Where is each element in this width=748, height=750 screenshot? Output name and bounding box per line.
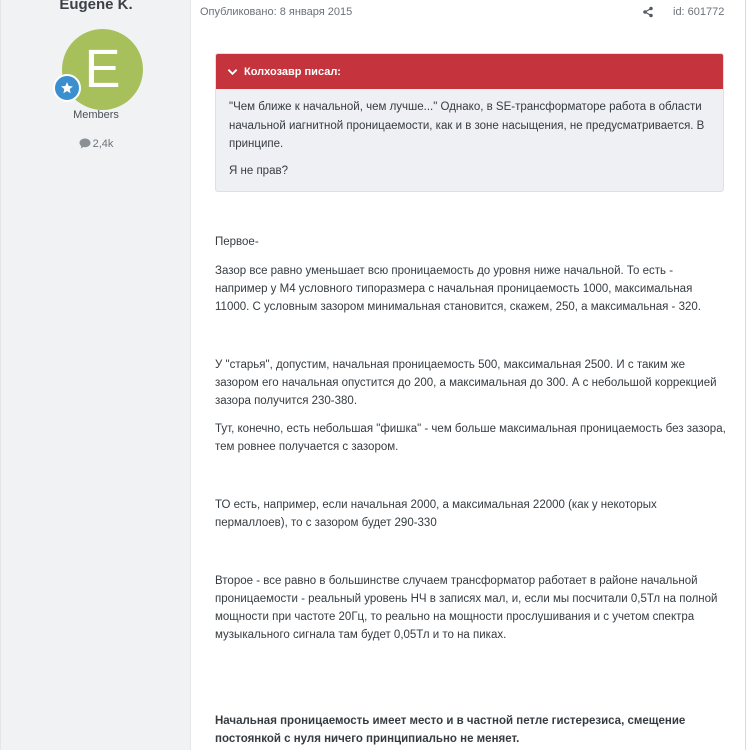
author-group: Members	[73, 109, 119, 121]
chevron-down-icon	[227, 68, 238, 76]
post-id: id: 601772	[673, 6, 725, 18]
quote-paragraph: Я не прав?	[229, 164, 288, 177]
content-paragraph: Первое-	[215, 236, 259, 248]
content-paragraph: ТО есть, например, если начальная 2000, а максимальная 22000 (как у некоторых пермаллоев), то с зазором будет 290-330	[215, 499, 657, 529]
content-paragraph: У "старья", допустим, начальная проницаемость 500, максимальная 2500. И с таким же зазором его начальная опустится до 200, а максимальная до 300. А с небольшой коррекцией зазора получится 230-380.	[215, 359, 717, 407]
content-paragraph: Второе - все равно в большинстве случаем трансформатор работает в районе начальной проницаемости - реальный уровень НЧ в записях мал, и, если мы посчитали 0,5Тл на полной мощности при частоте 20Гц, то реально на мощности прослушивания и с учетом спектра музыкального сигнала там будет 0,05Тл и то на пиках.	[215, 575, 718, 641]
reputation	[1, 138, 191, 150]
content-paragraph: Зазор все равно уменьшает всю проницаемость до уровня ниже начальной. То есть - например у М4 условного типоразмера с начальная проницаемость 1000, максимальная 11000. С условным зазором минимальная становится, скажем, 250, а максимальная - 320.	[215, 265, 701, 313]
avatar[interactable]: E	[62, 29, 143, 110]
reputation-count: 2,4k	[92, 138, 114, 150]
quote-paragraph: "Чем ближе к начальной, чем лучше..." Однако, в SE-трансформаторе работа в области начальной иагнитной проницаемости, как и в зоне насыщения, не предусматривается. В принципе.	[229, 101, 705, 150]
published-date[interactable]: Опубликовано: 8 января 2015	[200, 6, 353, 18]
author-panel	[1, 0, 191, 750]
quote-block	[215, 53, 724, 192]
content-paragraph-bold: Начальная проницаемость имеет место и в частной петле гистерезиса, смещение постоянкой с нуля ничего принципиально не меняет.	[215, 715, 686, 745]
rank-badge-icon	[53, 74, 81, 102]
quote-author: Колхозавр писал:	[244, 65, 341, 78]
comment-icon	[79, 138, 91, 149]
content-paragraph: Тут, конечно, есть небольшая "фишка" - чем больше максимальная проницаемость без зазора, тем ровнее получается с зазором.	[215, 423, 726, 453]
quote-header[interactable]	[216, 54, 723, 89]
author-name[interactable]: Eugene K.	[59, 0, 133, 13]
quote-body	[216, 89, 723, 180]
share-icon[interactable]	[642, 5, 656, 19]
